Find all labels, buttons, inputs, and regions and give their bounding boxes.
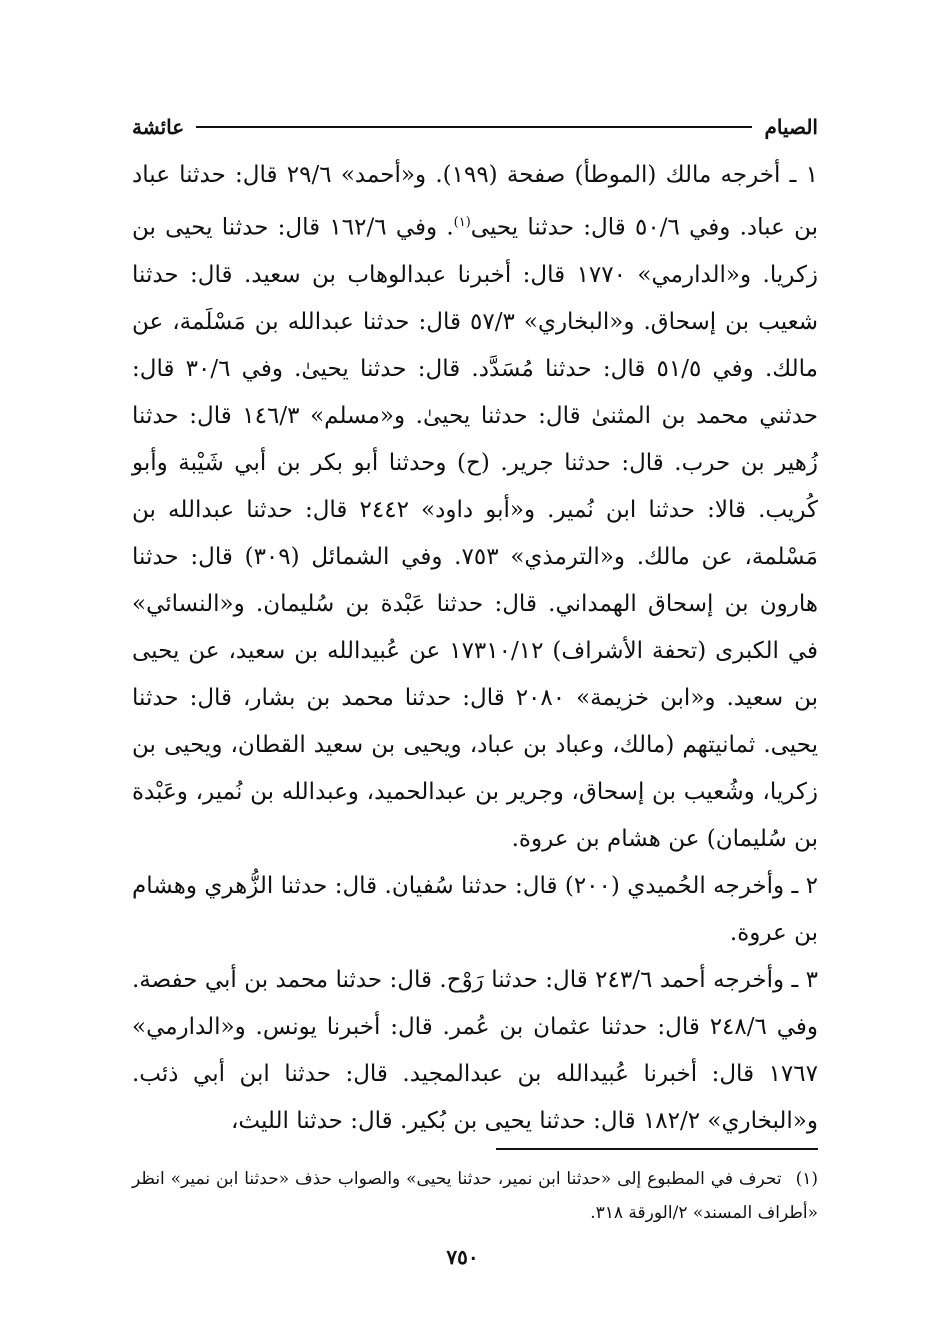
footnote-rule <box>496 1148 818 1150</box>
page-number: ٧٥٠ <box>446 1245 479 1269</box>
main-text <box>132 152 818 1145</box>
chapter-title: الصيام <box>764 115 818 139</box>
header-rule <box>196 126 752 128</box>
paragraph-1 <box>132 152 818 863</box>
footnote-number: (١) <box>795 1169 818 1189</box>
section-title: عائشة <box>132 115 185 139</box>
paragraph-2: ٢ ـ وأخرجه الحُميدي (٢٠٠) قال: حدثنا سُفيان. قال: حدثنا الزُّهري وهشام بن عروة. <box>132 872 819 946</box>
paragraph-1-text-cont: . وفي ١٦٢/٦ قال: حدثنا يحيى بن زكريا. و«الدارمي» ١٧٧٠ قال: أخبرنا عبدالوهاب بن سعيد. قال: حدثنا شعيب بن إسحاق. و«البخاري» ٥٧/٣ قال: حدثنا عبدالله بن مَسْلَمة، عن مالك. وفي ٥١/٥ قال: حدثنا مُسَدَّد. قال: حدثنا يحيىٰ. وفي ٣٠/٦ قال: حدثني محمد بن المثنىٰ قال: حدثنا يحيىٰ. و«مسلم» ١٤٦/٣ قال: حدثنا زُهير بن حرب. قال: حدثنا جرير. (ح) وحدثنا أبو بكر بن أبي شَيْبة وأبو كُريب. قالا: حدثنا ابن نُمير. و«أبو داود» ٢٤٤٢ قال: حدثنا عبدالله بن مَسْلمة، عن مالك. و«الترمذي» ٧٥٣. وفي الشمائل (٣٠٩) قال: حدثنا هارون بن إسحاق الهمداني. قال: حدثنا عَبْدة بن سُليمان. و«النسائي» في الكبرى (تحفة الأشراف) ١٧٣١٠/١٢ عن عُبيدالله بن سعيد، عن يحيى بن سعيد. و«ابن خزيمة» ٢٠٨٠ قال: حدثنا محمد بن بشار، قال: حدثنا يحيى. ثمانيتهم (مالك، وعباد بن عباد، ويحيى بن سعيد القطان، ويحيى بن زكريا، وشُعيب بن إسحاق، وجرير بن عبدالحميد، وعبدالله بن نُمير، وعَبْدة بن سُليمان) عن هشام بن عروة. <box>132 214 819 852</box>
footnote-marker: (١) <box>453 215 471 230</box>
footnote-text: تحرف في المطبوع إلى «حدثنا ابن نمير، حدثنا يحيى» والصواب حذف «حدثنا ابن نمير» انظر «أطراف المسند» ٢/الورقة ٣١٨. <box>132 1169 818 1223</box>
paragraph-1-text: ١ ـ أخرجه مالك (الموطأ) صفحة (١٩٩). و«أحمد» ٢٩/٦ قال: حدثنا عباد بن عباد. وفي ٥٠/٦ قال: حدثنا يحيى <box>132 162 818 241</box>
paragraph-3: ٣ ـ وأخرجه أحمد ٢٤٣/٦ قال: حدثنا رَوْح. قال: حدثنا محمد بن أبي حفصة. وفي ٢٤٨/٦ قال: حدثنا عثمان بن عُمر. قال: أخبرنا يونس. و«الدارمي» ١٧٦٧ قال: أخبرنا عُبيدالله بن عبدالمجيد. قال: حدثنا ابن أبي ذئب. و«البخاري» ١٨٢/٢ قال: حدثنا يحيى بن بُكير. قال: حدثنا الليث، <box>132 966 818 1134</box>
footnote <box>132 1162 818 1230</box>
running-header <box>132 112 818 142</box>
